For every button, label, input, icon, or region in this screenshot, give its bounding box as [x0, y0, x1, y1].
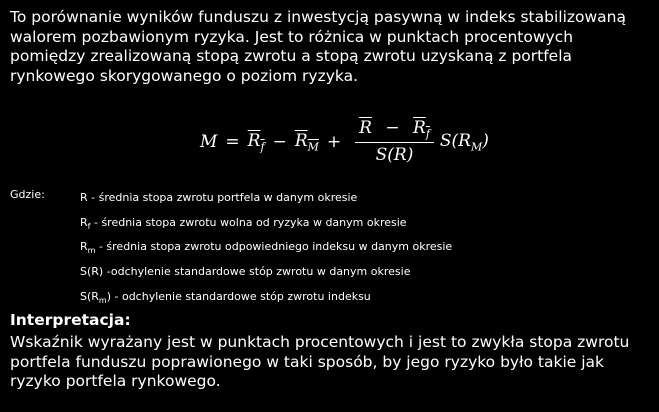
definition-symbol: R [80, 240, 88, 254]
modigliani-formula [200, 118, 489, 165]
definition-text: - średnia stopa zwrotu portfela w danym okresie [87, 191, 358, 204]
formula-tail [440, 131, 489, 153]
definitions-label: Gdzie: [10, 188, 45, 201]
interpretation-paragraph: Wskaźnik wyrażany jest w punktach procentowych i jest to zwykła stopa zwrotu portfela funduszu poprawionego w taki sposób, by jego ryzyko było takie jak ryzyko portfela rynkowego. [10, 333, 630, 390]
formula-tail-post: ) [482, 130, 489, 151]
formula-num-rf [413, 118, 430, 141]
formula-num-rf-sub: f [425, 127, 430, 141]
definition-text: - średnia stopa zwrotu wolna od ryzyka w danym okresie [90, 215, 407, 229]
formula-rm [295, 131, 319, 153]
definition-text: ) - odchylenie standardowe stóp zwrotu indeksu [106, 289, 371, 303]
definition-symbol: S(R [80, 289, 99, 303]
formula-plus: + [326, 131, 342, 152]
interpretation-heading: Interpretacja: [10, 311, 131, 329]
definition-item [80, 287, 452, 312]
formula-num-r: $\overline{R}$ [359, 118, 372, 138]
formula-tail-pre: S(R [439, 130, 471, 151]
definition-subscript: m [98, 295, 107, 305]
formula-rf-sub: f [260, 139, 265, 153]
formula-num-minus: − [385, 118, 400, 138]
formula-denominator: S(R) [375, 145, 414, 166]
formula-rf-base: R [247, 130, 261, 151]
formula-num-rf-base: R [413, 118, 426, 138]
definition-item [80, 188, 452, 213]
formula-fraction [355, 118, 434, 165]
formula-lhs: M [200, 131, 218, 152]
formula-rm-base: R [294, 130, 308, 151]
definition-subscript: m [87, 246, 96, 256]
definition-text: - średnia stopa zwrotu odpowiedniego indeksu w danym okresie [95, 240, 453, 254]
formula-tail-sub: M [470, 139, 483, 153]
formula-rf [248, 131, 265, 153]
definition-item [80, 262, 452, 287]
formula-minus: − [272, 131, 287, 152]
formula-rm-sub: M [307, 139, 319, 153]
definition-symbol: R [80, 215, 88, 229]
definition-item [80, 213, 452, 238]
definition-item [80, 237, 452, 262]
definition-symbol: S(R) [80, 265, 104, 279]
definitions-list [80, 188, 452, 311]
formula-numerator [355, 118, 434, 143]
definition-subscript: f [87, 221, 91, 231]
formula-equals: = [225, 131, 240, 152]
definition-text: -odchylenie standardowe stóp zwrotu w danym okresie [103, 265, 411, 279]
intro-paragraph: To porównanie wyników funduszu z inwestycją pasywną w indeks stabilizowaną walorem pozbawionym ryzyka. Jest to różnica w punktach procentowych pomiędzy zrealizowaną stopą zwrotu a stopą zwrotu uzyskaną z portfela rynkowego skorygowanego o poziom ryzyka. [10, 8, 627, 85]
definition-symbol: R [80, 191, 88, 204]
